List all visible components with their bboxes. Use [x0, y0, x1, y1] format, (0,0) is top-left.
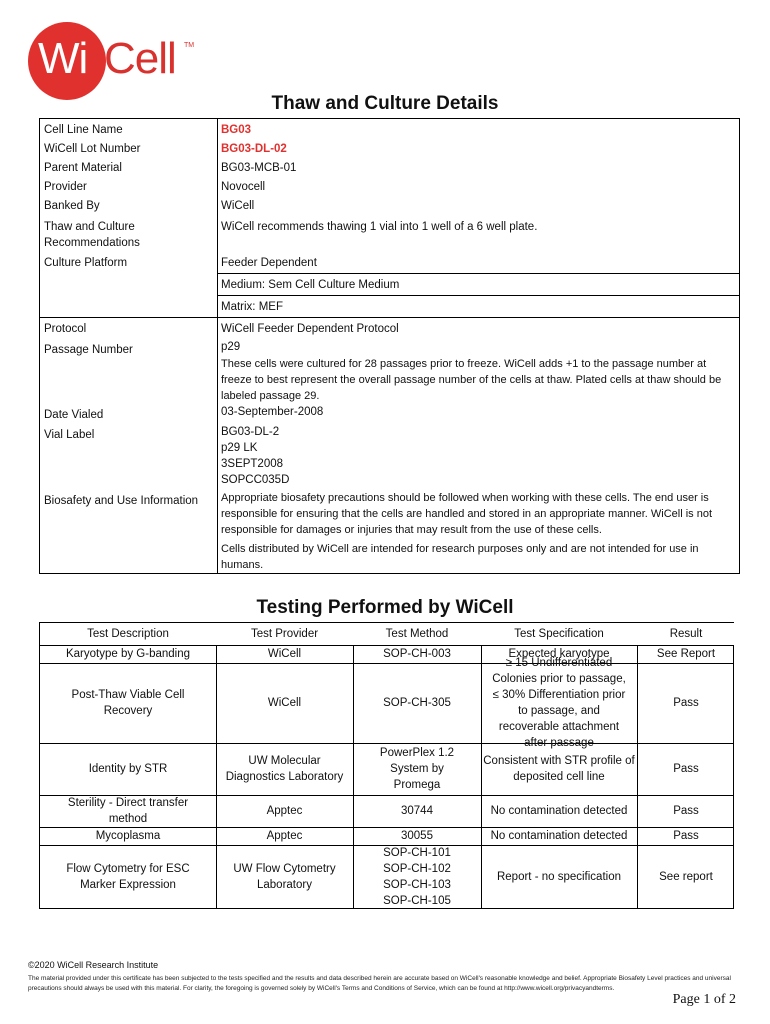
table-cell: See Report — [656, 648, 716, 660]
table-cell: SOP-CH-305 — [383, 697, 451, 709]
page-number: Page 1 of 2 — [672, 992, 736, 1007]
table-cell: SOP-CH-101 SOP-CH-102 SOP-CH-103 SOP-CH-105 — [383, 847, 451, 907]
table-cell: 30744 — [401, 805, 433, 817]
label-date-vialed: Date Vialed — [44, 409, 104, 421]
testing-section-title: Testing Performed by WiCell — [256, 597, 514, 618]
culture-divider-3 — [40, 317, 739, 318]
table-cell: SOP-CH-003 — [383, 648, 451, 660]
value-lot-number: BG03-DL-02 — [221, 143, 287, 155]
table-cell: Pass — [673, 763, 699, 775]
logo-cell-text: Cell — [104, 34, 176, 83]
label-protocol: Protocol — [44, 323, 87, 335]
value-biosafety-note: Appropriate biosafety precautions should be followed when working with these cells. The end user is responsible for ensuring that the cells are handled and stored in an appropriate manner. WiCell is not responsible for damages or injuries that may result from the use of these cells. — [221, 492, 713, 536]
table-cell: Karyotype by G-banding — [65, 648, 191, 660]
value-vial-label-line-2: p29 LK — [221, 442, 258, 454]
value-banked-by: WiCell — [221, 200, 255, 212]
table-cell: UW Flow Cytometry Laboratory — [233, 863, 336, 891]
value-vial-label-line-4: SOPCC035D — [221, 474, 290, 486]
label-provider: Provider — [44, 181, 87, 193]
value-parent-material: BG03-MCB-01 — [221, 162, 297, 174]
label-lot-number: WiCell Lot Number — [44, 143, 141, 155]
table-cell: Mycoplasma — [95, 830, 161, 842]
label-passage-number: Passage Number — [44, 344, 133, 356]
value-protocol: WiCell Feeder Dependent Protocol — [221, 323, 399, 335]
table-cell: PowerPlex 1.2 System by Promega — [379, 747, 455, 791]
table-cell: Report - no specification — [496, 871, 621, 883]
culture-divider-2 — [217, 295, 739, 296]
header-test-description: Test Description — [40, 623, 216, 645]
value-vial-label-line-3: 3SEPT2008 — [221, 458, 284, 470]
page-title: Thaw and Culture Details — [271, 93, 499, 114]
footer — [28, 960, 748, 994]
table-cell: No contamination detected — [490, 805, 628, 817]
disclaimer: The material provided under this certificate has been subjected to the tests specified and the results and data described herein are accurate based on WiCell's reasonable knowledge and belief. Appropriate Biosafety Level practices and universal precautions should always be used with this material. For clarity, the foregoing is governed solely by WiCell's Terms and Conditions of Service, which can be found at http://www.wicell.org/privacyandterms. — [28, 975, 731, 992]
label-cell-line-name: Cell Line Name — [44, 124, 123, 136]
value-vial-label-line-1: BG03-DL-2 — [221, 426, 280, 438]
testing-table — [39, 622, 734, 909]
table-cell: WiCell — [267, 648, 302, 660]
table-cell: No contamination detected — [490, 830, 628, 842]
table-cell: Sterility - Direct transfer method — [67, 797, 189, 825]
value-culture-platform-type: Feeder Dependent — [221, 257, 317, 269]
value-culture-matrix: Matrix: MEF — [221, 301, 283, 313]
details-column-divider — [217, 119, 218, 573]
logo-trademark: TM — [184, 42, 195, 49]
label-thaw-recommendations: Thaw and Culture Recommendations — [44, 221, 140, 249]
header-test-specification: Test Specification — [481, 623, 637, 645]
culture-divider-1 — [217, 273, 739, 274]
value-passage-note: These cells were cultured for 28 passages prior to freeze. WiCell adds +1 to the passage number at freeze to best represent the overall passage number of the cells at thaw. Plated cells at thaw should be labeled passage 29. — [221, 358, 722, 402]
header-test-method: Test Method — [353, 623, 481, 645]
copyright: ©2020 WiCell Research Institute — [28, 960, 159, 970]
value-thaw-recommendations: WiCell recommends thawing 1 vial into 1 well of a 6 well plate. — [221, 221, 538, 233]
value-culture-medium: Medium: Sem Cell Culture Medium — [221, 279, 400, 291]
table-cell: UW Molecular Diagnostics Laboratory — [225, 755, 344, 783]
value-cell-line-name: BG03 — [221, 124, 252, 136]
table-cell: 30055 — [401, 830, 433, 842]
table-cell: See report — [659, 871, 713, 883]
table-cell: Pass — [673, 697, 699, 709]
table-cell: Pass — [673, 805, 699, 817]
label-banked-by: Banked By — [44, 200, 100, 212]
label-parent-material: Parent Material — [44, 162, 122, 174]
table-cell: Flow Cytometry for ESC Marker Expression — [66, 863, 190, 891]
table-cell: Apptec — [266, 830, 303, 842]
table-cell: Expected karyotype — [508, 648, 610, 660]
table-cell: Post-Thaw Viable Cell Recovery — [71, 689, 185, 717]
table-cell: Apptec — [266, 805, 303, 817]
label-vial-label: Vial Label — [44, 429, 95, 441]
header-test-provider: Test Provider — [216, 623, 353, 645]
value-biosafety-research-only: Cells distributed by WiCell are intended for research purposes only and are not intended for use in humans. — [221, 543, 699, 571]
value-provider: Novocell — [221, 181, 266, 193]
value-passage-number: p29 — [221, 341, 241, 353]
table-cell: Pass — [673, 830, 699, 842]
label-culture-platform: Culture Platform — [44, 257, 128, 269]
value-date-vialed: 03-September-2008 — [221, 406, 324, 418]
wicell-logo — [28, 22, 195, 100]
table-cell: WiCell — [267, 697, 302, 709]
details-table — [39, 118, 740, 574]
table-cell: Consistent with STR profile of deposited cell line — [483, 755, 635, 783]
logo-wi-text: Wi — [38, 34, 88, 83]
label-biosafety: Biosafety and Use Information — [44, 495, 199, 507]
table-cell: ≥ 15 Undifferentiated Colonies prior to passage, ≤ 30% Differentiation prior to passage, and recoverable attachment after passage — [492, 657, 626, 749]
header-result: Result — [637, 623, 735, 645]
table-cell: Identity by STR — [88, 763, 168, 775]
